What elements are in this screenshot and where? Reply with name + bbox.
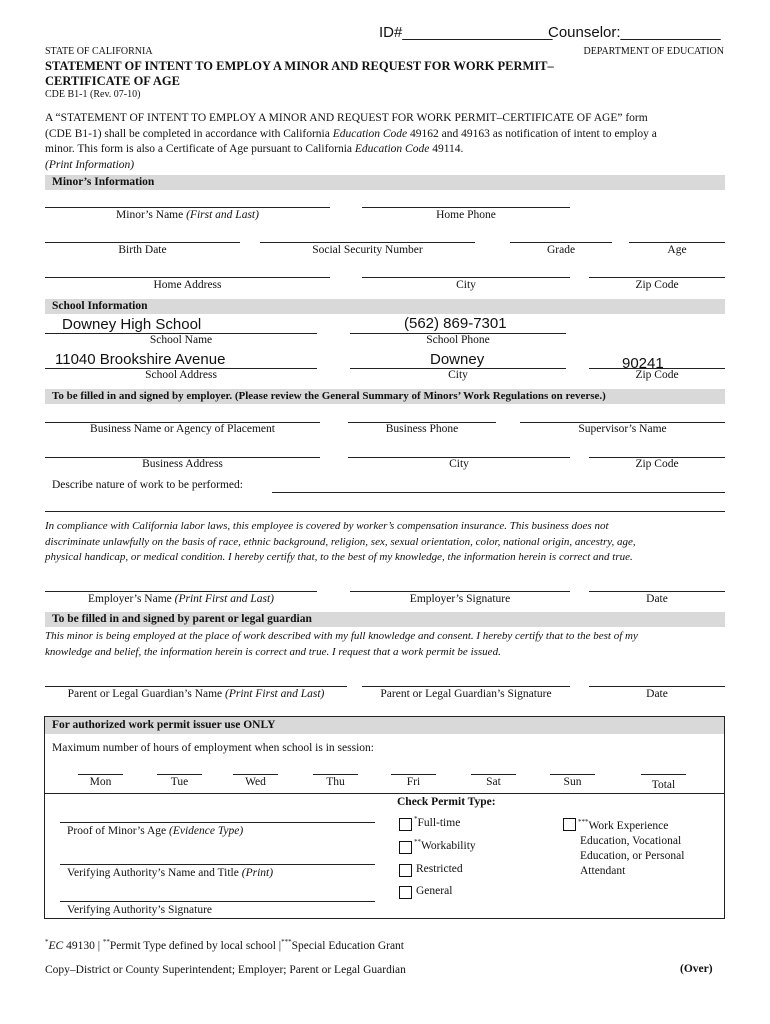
work-experience-sup: ***: [578, 818, 589, 826]
restricted-checkbox[interactable]: [399, 864, 412, 877]
guardian-name-label-text: Parent or Legal Guardian’s Name: [67, 688, 226, 700]
proof-of-age-label: [67, 825, 243, 837]
business-address-label: Business Address: [142, 458, 223, 470]
guardian-name-label: [45, 688, 347, 700]
copy-distribution: Copy–District or County Superintendent; Employer; Parent or Legal Guardian: [45, 964, 406, 976]
employer-date-label: Date: [646, 593, 668, 605]
thu-hours-line[interactable]: [313, 774, 358, 775]
day-fri: Fri: [406, 776, 421, 788]
work-experience-checkbox[interactable]: [563, 818, 576, 831]
workability-text: Workability: [421, 839, 476, 852]
wed-hours-line[interactable]: [233, 774, 278, 775]
work-experience-line4: Attendant: [580, 864, 626, 877]
proof-of-age-label-text: Proof of Minor’s Age: [67, 825, 170, 837]
supervisor-label: Supervisor’s Name: [578, 423, 667, 435]
footnote3-text: Special Education Grant: [291, 939, 404, 952]
birth-date-label: Birth Date: [118, 244, 167, 256]
grade-label: Grade: [546, 244, 576, 256]
employer-heading: To be filled in and signed by employer. (Please review the General Summary of Minors’ Work Regulations on reverse.): [45, 389, 725, 404]
school-city-label: City: [448, 369, 468, 381]
footnote1-ec: EC: [48, 939, 64, 952]
form-title-line1: STATEMENT OF INTENT TO EMPLOY A MINOR AND REQUEST FOR WORK PERMIT–: [45, 59, 554, 73]
verifying-signature-label: Verifying Authority’s Signature: [67, 904, 213, 916]
verifying-name-label-italic: (Print): [241, 867, 274, 879]
employer-date-line[interactable]: [589, 591, 725, 592]
work-description-label: Describe nature of work to be performed:: [52, 479, 243, 491]
ssn-line[interactable]: [260, 242, 475, 243]
form-title-line2: CERTIFICATE OF AGE: [45, 74, 180, 88]
general-checkbox[interactable]: [399, 886, 412, 899]
total-hours-line[interactable]: [641, 774, 686, 775]
birth-date-line[interactable]: [45, 242, 240, 243]
grade-line[interactable]: [510, 242, 612, 243]
footnote1-sup: *: [45, 938, 49, 946]
footnote3-sup: ***: [281, 938, 292, 946]
home-phone-line[interactable]: [362, 207, 570, 208]
day-mon: Mon: [89, 776, 112, 788]
school-address-value[interactable]: 11040 Brookshire Avenue: [55, 351, 226, 368]
school-address-label: School Address: [145, 369, 217, 381]
state-label: STATE OF CALIFORNIA: [45, 46, 153, 57]
employer-name-line[interactable]: [45, 591, 317, 592]
intro-paragraph: [45, 111, 735, 173]
zip-label: Zip Code: [635, 279, 679, 291]
school-phone-value[interactable]: (562) 869-7301: [404, 315, 507, 332]
check-permit-type-label: Check Permit Type:: [397, 796, 496, 808]
day-wed: Wed: [245, 776, 266, 788]
guardian-consent: [45, 629, 735, 660]
intro-line2b: Education Code: [332, 127, 408, 140]
guardian-signature-line[interactable]: [362, 686, 570, 687]
footnotes: [45, 938, 404, 952]
home-phone-label: Home Phone: [436, 209, 496, 221]
guardian-heading: To be filled in and signed by parent or legal guardian: [45, 612, 725, 627]
intro-line2: [45, 127, 735, 143]
age-line[interactable]: [629, 242, 725, 243]
employer-name-label: [45, 593, 317, 605]
fulltime-sup: *: [414, 815, 418, 823]
intro-line2a: (CDE B1-1) shall be completed in accordance with California: [45, 127, 333, 140]
workability-checkbox[interactable]: [399, 841, 412, 854]
consent-line1: This minor is being employed at the place of work described with my full knowledge and consent. I hereby certify that to the best of my: [45, 630, 638, 642]
max-hours-label: Maximum number of hours of employment when school is in session:: [52, 742, 374, 754]
school-info-heading: School Information: [45, 299, 725, 314]
compliance-line3: physical handicap, or medical condition. I hereby certify that, to the best of my knowledge, the information herein is correct and true.: [45, 551, 633, 563]
city-line[interactable]: [362, 277, 570, 278]
employer-name-label-italic: (Print First and Last): [174, 593, 274, 605]
business-city-label: City: [449, 458, 469, 470]
school-city-value[interactable]: Downey: [430, 351, 485, 368]
work-description-line1[interactable]: [272, 492, 725, 493]
footnote2-sup: **: [102, 938, 110, 946]
day-sat: Sat: [486, 776, 501, 788]
verifying-signature-line[interactable]: [60, 901, 375, 902]
issuer-heading: For authorized work permit issuer use ONLY: [45, 717, 724, 734]
mon-hours-line[interactable]: [78, 774, 123, 775]
school-name-label: School Name: [149, 334, 213, 346]
guardian-signature-label: Parent or Legal Guardian’s Signature: [380, 688, 552, 700]
counselor-field-label: Counselor:____________: [548, 24, 721, 41]
business-zip-label: Zip Code: [635, 458, 679, 470]
business-phone-label: Business Phone: [385, 423, 459, 435]
work-experience-line1: [578, 815, 684, 834]
sat-hours-line[interactable]: [471, 774, 516, 775]
minor-info-heading: Minor’s Information: [45, 175, 725, 190]
work-experience-line2: Education, Vocational: [580, 834, 682, 847]
minor-name-label-text: Minor’s Name: [116, 209, 187, 221]
intro-line3a: minor. This form is also a Certificate of Age pursuant to California: [45, 143, 355, 155]
issuer-divider: [45, 793, 724, 794]
school-phone-label: School Phone: [426, 334, 490, 346]
school-zip-value[interactable]: 90241: [622, 355, 664, 372]
department-label: DEPARTMENT OF EDUCATION: [583, 46, 724, 57]
work-experience-line3: Education, or Personal: [580, 849, 685, 862]
minor-name-line[interactable]: [45, 207, 330, 208]
fulltime-checkbox[interactable]: [399, 818, 412, 831]
minor-name-label: [45, 209, 330, 221]
work-experience-text: Work Experience: [588, 819, 669, 832]
workability-sup: **: [414, 838, 421, 846]
proof-of-age-line[interactable]: [60, 822, 375, 823]
day-tue: Tue: [170, 776, 189, 788]
restricted-label: Restricted: [416, 863, 463, 875]
age-label: Age: [667, 244, 687, 256]
consent-line2: knowledge and belief, the information herein is correct and true. I request that a work permit be issued.: [45, 645, 501, 658]
guardian-name-label-italic: (Print First and Last): [225, 688, 325, 700]
employer-signature-line[interactable]: [350, 591, 570, 592]
work-experience-label: [578, 815, 684, 879]
day-sun: Sun: [563, 776, 582, 788]
total-label: Total: [651, 779, 676, 791]
intro-line2c: 49162 and 49163 as notification of intent to employ a: [407, 127, 657, 140]
employer-signature-label: Employer’s Signature: [409, 593, 511, 605]
day-thu: Thu: [326, 776, 345, 788]
compliance-paragraph: [45, 519, 735, 566]
school-name-value[interactable]: Downey High School: [62, 316, 202, 333]
guardian-name-line[interactable]: [45, 686, 347, 687]
verifying-name-label: [67, 867, 273, 879]
id-field-label: ID#__________________: [379, 24, 553, 41]
zip-line[interactable]: [589, 277, 725, 278]
tue-hours-line[interactable]: [157, 774, 202, 775]
fulltime-label: [414, 815, 460, 829]
school-zip-label: Zip Code: [635, 369, 679, 381]
minor-name-label-italic: (First and Last): [186, 209, 259, 221]
workability-label: [414, 838, 476, 852]
home-address-line[interactable]: [45, 277, 330, 278]
over-label: (Over): [680, 963, 713, 975]
compliance-line1: In compliance with California labor laws, this employee is covered by worker’s compensation insurance. This business does not: [45, 520, 609, 532]
intro-line3: [45, 142, 735, 158]
form-code: CDE B1-1 (Rev. 07-10): [45, 89, 141, 100]
compliance-line2: discriminate unlawfully on the basis of race, ethnic background, religion, sex, sexual orientation, color, national origin, ancestry, age,: [45, 535, 636, 548]
print-information-note: (Print Information): [45, 158, 135, 171]
home-address-label: Home Address: [153, 279, 222, 291]
verifying-name-line[interactable]: [60, 864, 375, 865]
business-name-label: Business Name or Agency of Placement: [90, 423, 275, 435]
intro-line1: A “STATEMENT OF INTENT TO EMPLOY A MINOR AND REQUEST FOR WORK PERMIT–CERTIFICATE OF AGE” form: [45, 112, 648, 124]
fulltime-text: Full-time: [417, 816, 461, 829]
work-description-line2[interactable]: [45, 511, 725, 512]
intro-line3b: Education Code: [354, 143, 430, 155]
intro-line3c: 49114.: [429, 143, 464, 155]
guardian-date-label: Date: [646, 688, 668, 700]
employer-name-label-text: Employer’s Name: [87, 593, 175, 605]
general-label: General: [416, 885, 453, 897]
ssn-label: Social Security Number: [312, 244, 423, 256]
sun-hours-line[interactable]: [550, 774, 595, 775]
city-label: City: [456, 279, 476, 291]
footnote2-text: Permit Type defined by local school |: [109, 939, 282, 952]
fri-hours-line[interactable]: [391, 774, 436, 775]
proof-of-age-label-italic: (Evidence Type): [169, 825, 244, 837]
guardian-date-line[interactable]: [589, 686, 725, 687]
verifying-name-label-text: Verifying Authority’s Name and Title: [67, 867, 242, 879]
footnote1-rest: 49130 |: [63, 939, 103, 952]
